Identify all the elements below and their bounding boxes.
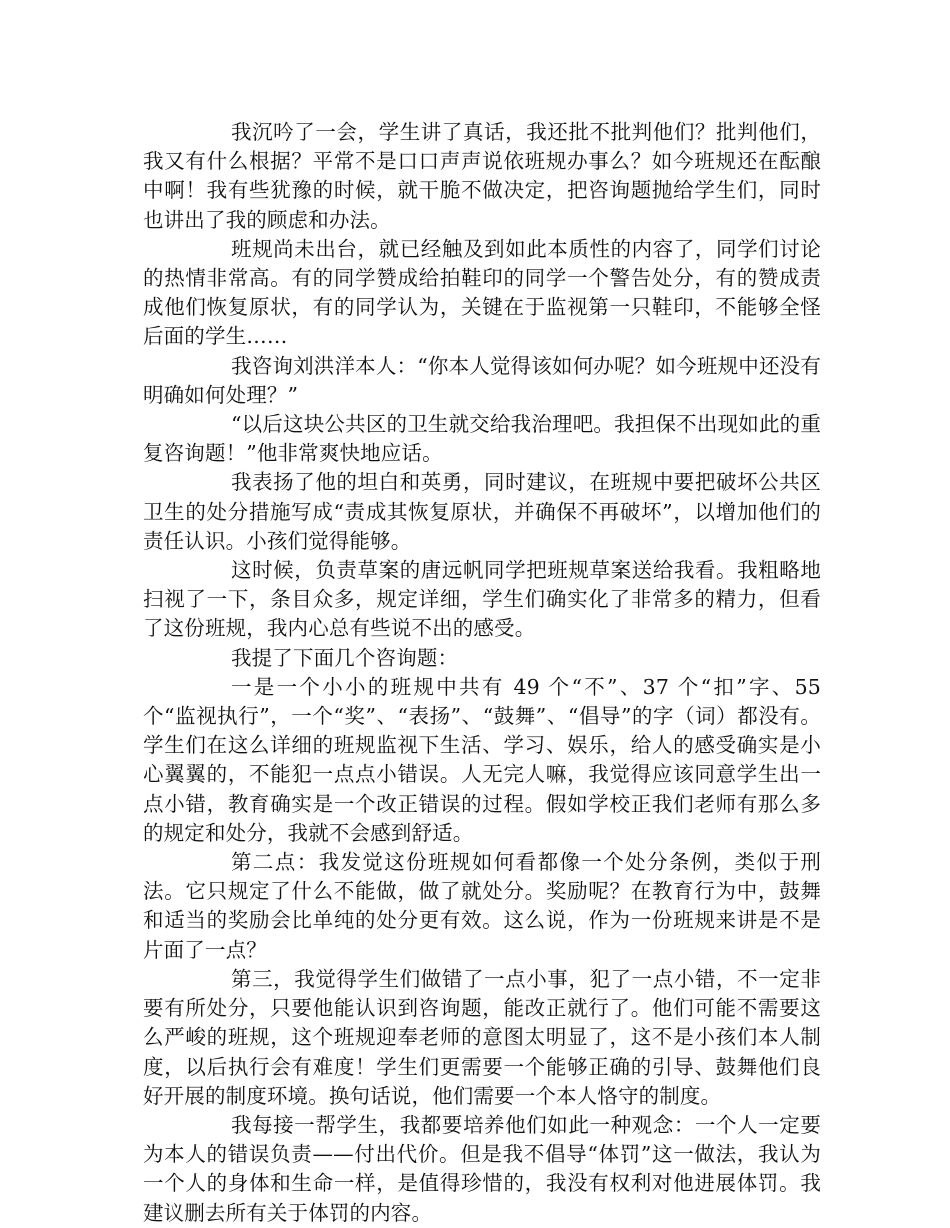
paragraph-10: 第三，我觉得学生们做错了一点小事，犯了一点小错，不一定非要有所处分，只要他能认识到咨询题，能改正就行了。他们可能不需要这么严峻的班规，这个班规迎奉老师的意图太明显了，这不是小孩们本人制度，以后执行会有难度！学生们更需要一个能够正确的引导、鼓舞他们良好开展的制度环境。换句话说，他们需要一个本人恪守的制度。	[143, 966, 821, 1108]
paragraph-4: “以后这块公共区的卫生就交给我治理吧。我担保不出现如此的重复咨询题！”他非常爽快地应话。	[143, 412, 821, 466]
paragraph-8: 一是一个小小的班规中共有 49 个“不”、37 个“扣”字、55 个“监视执行”，一个“奖”、“表扬”、“鼓舞”、“倡导”的字（词）都没有。学生们在这么详细的班规监视下生活、学习、娱乐，给人的感受确实是小心翼翼的，不能犯一点点小错误。人无完人嘛，我觉得应该同意学生出一点小错，教育确实是一个改正错误的过程。假如学校正我们老师有那么多的规定和处分，我就不会感到舒适。	[143, 674, 821, 845]
paragraph-5: 我表扬了他的坦白和英勇，同时建议，在班规中要把破坏公共区卫生的处分措施写成“责成其恢复原状，并确保不再破坏”，以增加他们的责任认识。小孩们觉得能够。	[143, 470, 821, 553]
document-body	[143, 118, 821, 1228]
paragraph-7: 我提了下面几个咨询题：	[231, 645, 459, 670]
paragraph-3: 我咨询刘洪洋本人：“你本人觉得该如何办呢？如今班规中还没有明确如何处理？”	[143, 353, 821, 407]
paragraph-9: 第二点：我发觉这份班规如何看都像一个处分条例，类似于刑法。它只规定了什么不能做，做了就处分。奖励呢？在教育行为中，鼓舞和适当的奖励会比单纯的处分更有效。这么说，作为一份班规来讲是不是片面了一点？	[143, 850, 821, 962]
paragraph-1: 我沉吟了一会，学生讲了真话，我还批不批判他们？批判他们，我又有什么根据？平常不是口口声声说依班规办事么？如今班规还在酝酿中啊！我有些犹豫的时候，就干脆不做决定，把咨询题抛给学生们，同时也讲出了我的顾虑和办法。	[143, 120, 821, 232]
paragraph-11: 我每接一帮学生，我都要培养他们如此一种观念：一个人一定要为本人的错误负责——付出代价。但是我不倡导“体罚”这一做法，我认为一个人的身体和生命一样，是值得珍惜的，我没有权利对他进展体罚。我建议删去所有关于体罚的内容。	[143, 1112, 821, 1225]
paragraph-2: 班规尚未出台，就已经触及到如此本质性的内容了，同学们讨论的热情非常高。有的同学赞成给拍鞋印的同学一个警告处分，有的赞成责成他们恢复原状，有的同学认为，关键在于监视第一只鞋印，不能够全怪后面的学生……	[143, 236, 821, 349]
paragraph-6: 这时候，负责草案的唐远帆同学把班规草案送给我看。我粗略地扫视了一下，条目众多，规定详细，学生们确实化了非常多的精力，但看了这份班规，我内心总有些说不出的感受。	[143, 558, 821, 641]
